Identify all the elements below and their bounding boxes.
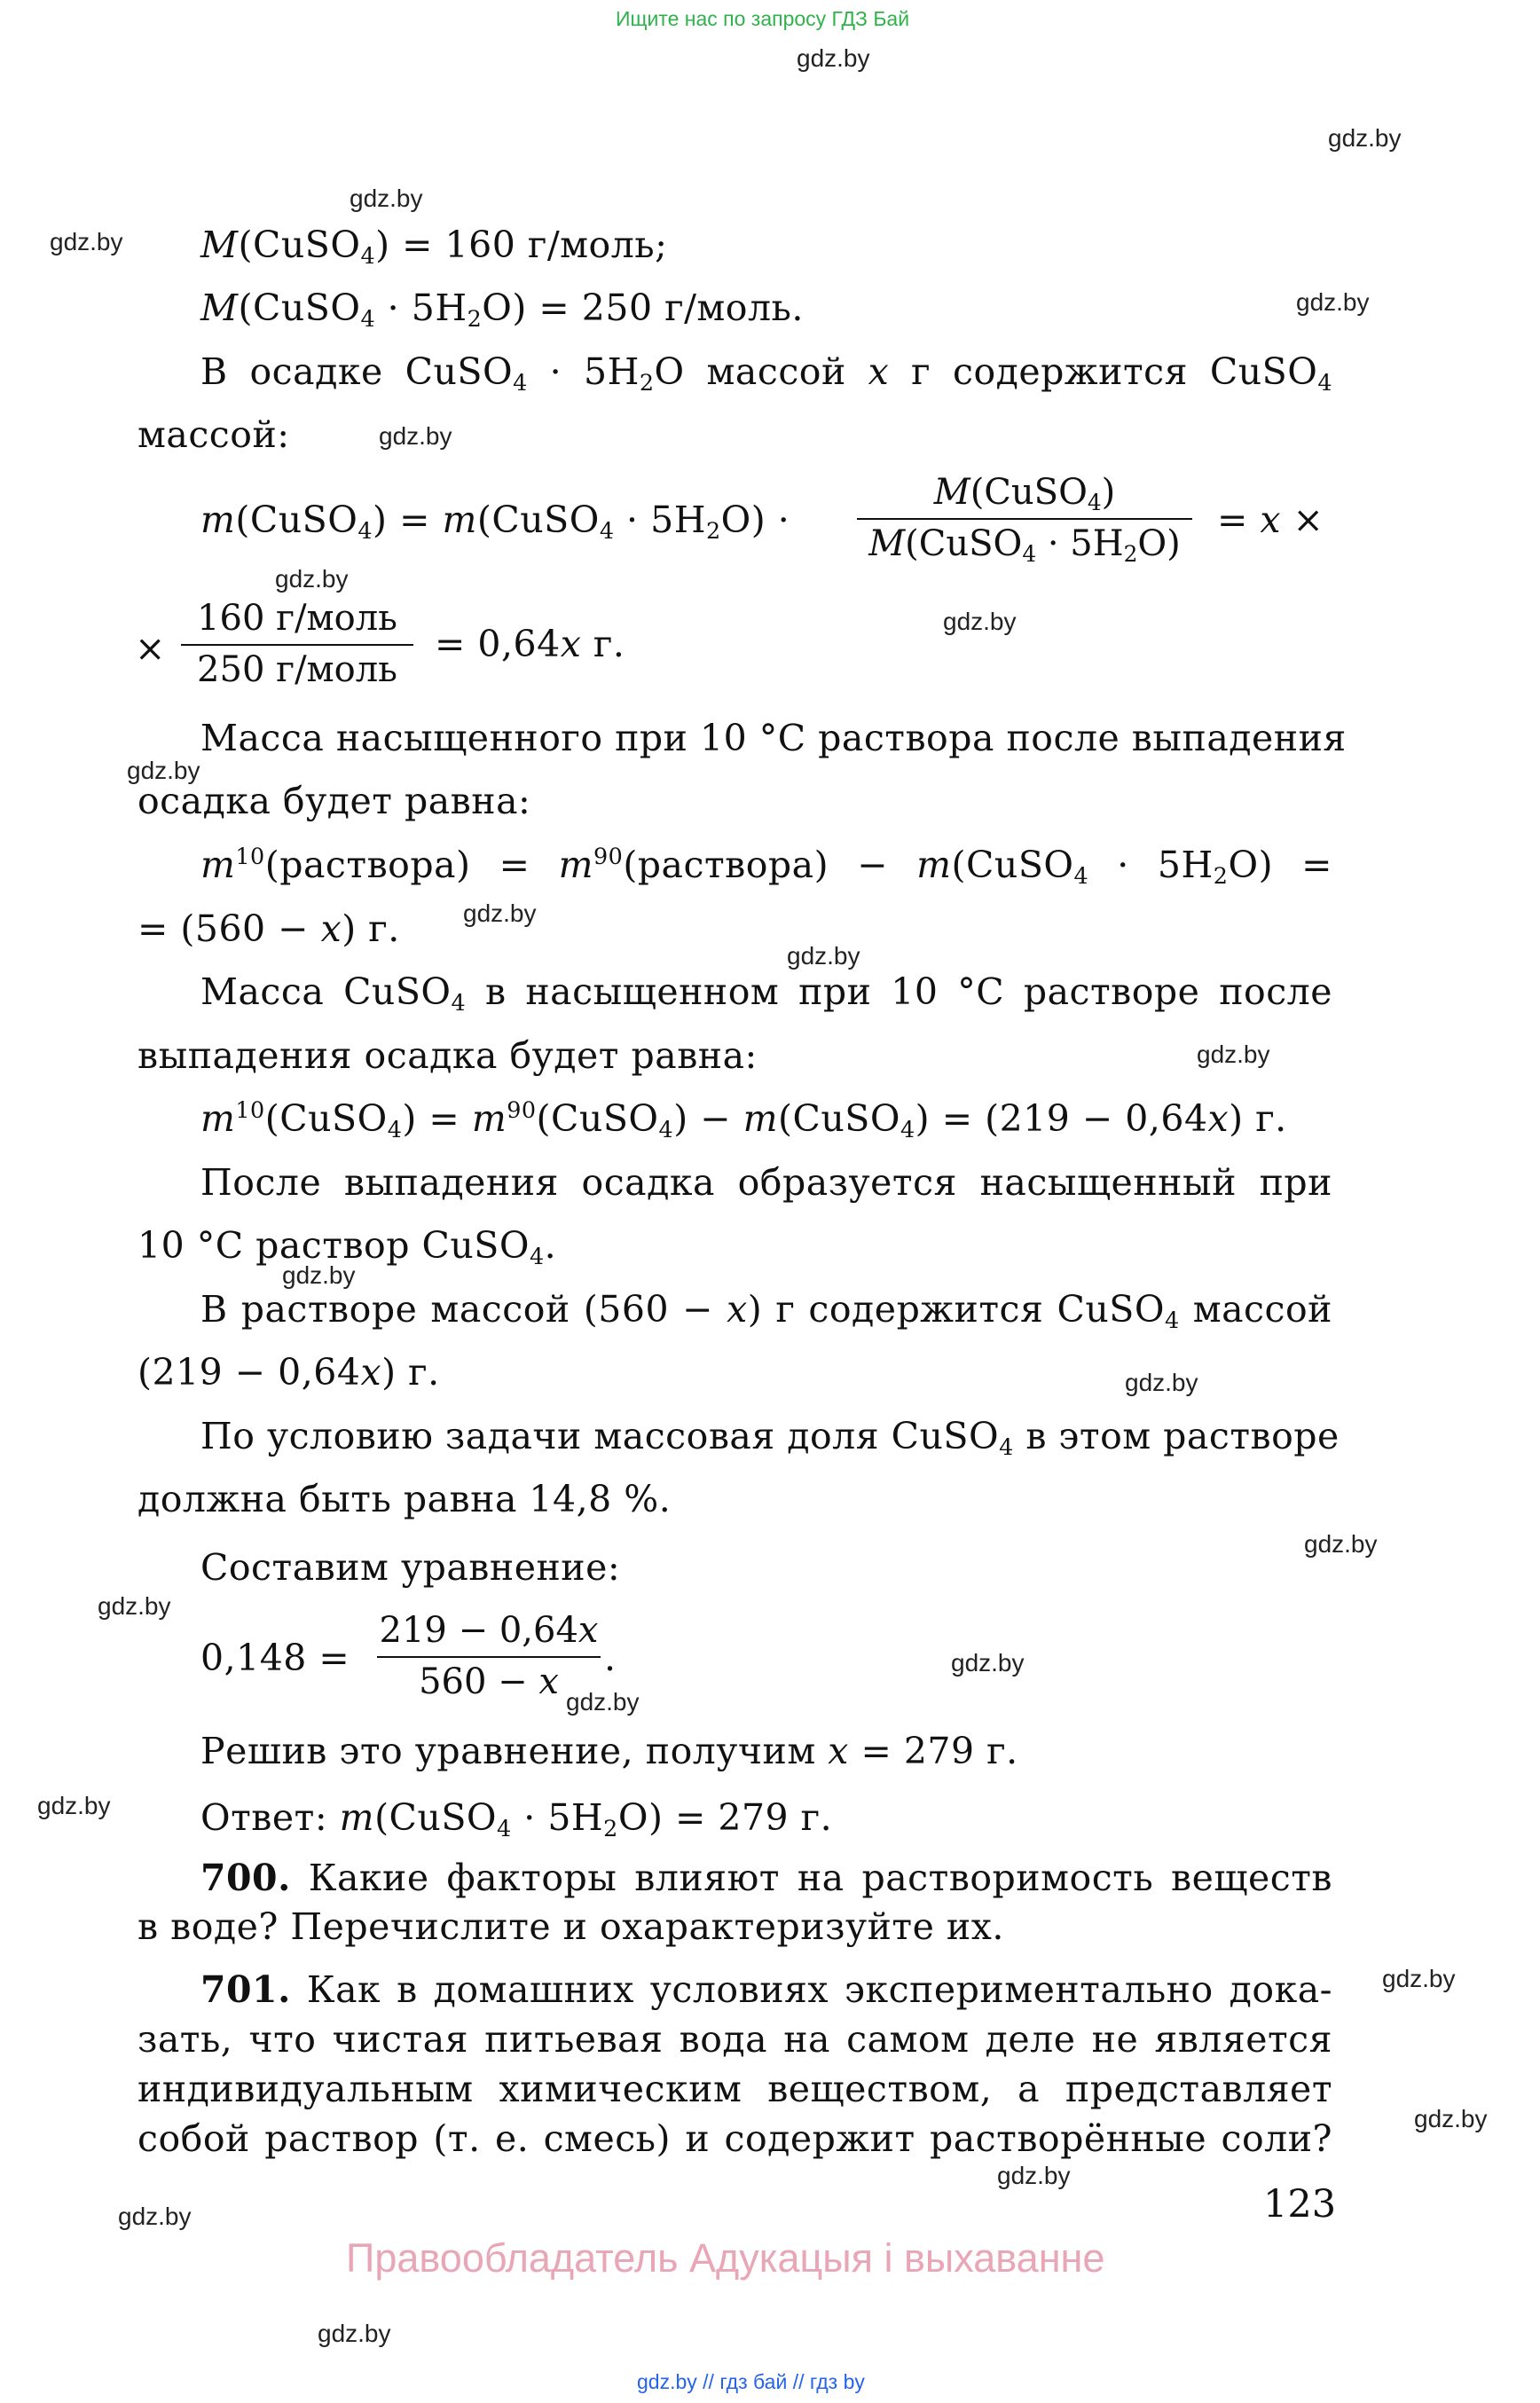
task-700-line-2: в воде? Перечислите и охарактеризуйте их. bbox=[138, 1905, 1004, 1948]
units-numerator: 160 г/моль bbox=[197, 598, 397, 639]
watermark: gdz.by bbox=[943, 608, 1017, 635]
watermark: gdz.by bbox=[1125, 1369, 1198, 1396]
m10-cuso4-line: $m^{10}(CuSO_4)$ = $m^{90}(CuSO_4)$ − m(CuSO$_4$) = (219 − 0,64x) г. bbox=[200, 1095, 1287, 1143]
fraction-result: = 0,64x г. bbox=[435, 623, 625, 665]
search-banner: Ищите нас по запросу ГДЗ Бай bbox=[616, 7, 910, 30]
watermark: gdz.by bbox=[118, 2203, 192, 2230]
task-701-line-3: индивидуальным химическим веществом, а представляет bbox=[138, 2068, 1332, 2110]
units-fraction bbox=[181, 598, 413, 690]
task-701-text-1: Как в домашних условиях экспериментально дока- bbox=[306, 1968, 1332, 2011]
after-precipitate-line-1: После выпадения осадка образуется насыщенный при bbox=[200, 1161, 1332, 1204]
footer-links[interactable]: gdz.by // гдз бай // гдз by bbox=[637, 2370, 865, 2393]
equation-denominator: 560 − x bbox=[419, 1661, 559, 1702]
watermark: gdz.by bbox=[1304, 1530, 1378, 1558]
precipitate-line-1: В осадке CuSO$_4$ · $5H_2O$ массой x г содержится CuSO$_4$ bbox=[200, 350, 1332, 397]
equation-lhs: 0,148 = bbox=[200, 1637, 350, 1679]
watermark: gdz.by bbox=[379, 422, 452, 450]
cuso4-mass-line-1: Масса CuSO$_4$ в насыщенном при 10 °С растворе после bbox=[200, 970, 1332, 1017]
molar-mass-cuso4: M(CuSO$_4$) = 160 г/моль; bbox=[200, 224, 668, 270]
formula-numerator: M(CuSO$_4$) bbox=[933, 472, 1116, 515]
after-precipitate-line-2: 10 °С раствор CuSO$_4$. bbox=[138, 1224, 557, 1270]
rights-holder: Правообладатель Адукацыя і выхаванне bbox=[346, 2235, 1105, 2281]
fraction-bar bbox=[181, 644, 413, 646]
answer-line: Ответ: m(CuSO$_4$ · $5H_2O) = 279$ г. bbox=[200, 1796, 833, 1842]
watermark: gdz.by bbox=[463, 899, 537, 927]
times-sign: × bbox=[135, 627, 166, 670]
watermark: gdz.by bbox=[787, 942, 860, 970]
watermark: gdz.by bbox=[275, 565, 349, 593]
task-701-line-1 bbox=[200, 1968, 1332, 2011]
equation-fraction bbox=[377, 1610, 601, 1702]
formula-lhs: m(CuSO$_4$) = m(CuSO$_4$ · $5H_2O$) · bbox=[200, 499, 790, 545]
solve-line: Решив это уравнение, получим x = 279 г. bbox=[200, 1730, 1018, 1772]
watermark: gdz.by bbox=[318, 2320, 391, 2347]
task-700-number: 700. bbox=[200, 1857, 291, 1899]
watermark: gdz.by bbox=[566, 1688, 640, 1716]
watermark: gdz.by bbox=[797, 44, 870, 72]
solution-mass-line-1: Масса насыщенного при 10 °С раствора после выпадения bbox=[200, 717, 1347, 759]
watermark: gdz.by bbox=[282, 1261, 356, 1289]
formula-denominator: M(CuSO$_4$ · $5H_2O$) bbox=[868, 523, 1181, 567]
precipitate-line-2: массой: bbox=[138, 413, 290, 456]
watermark: gdz.by bbox=[1382, 1965, 1456, 1992]
fraction-bar bbox=[857, 518, 1192, 520]
task-700-text-1: Какие факторы влияют на растворимость веществ bbox=[308, 1857, 1332, 1899]
task-701-number: 701. bbox=[200, 1968, 291, 2011]
solution-mass-line-2: осадка будет равна: bbox=[138, 780, 531, 822]
watermark: gdz.by bbox=[1328, 124, 1402, 152]
watermark: gdz.by bbox=[127, 757, 200, 784]
task-701-line-4: собой раствор (т. е. смесь) и содержит растворённые соли? bbox=[138, 2117, 1332, 2160]
watermark: gdz.by bbox=[951, 1649, 1025, 1677]
in-solution-line-1: В растворе массой (560 − x) г содержится CuSO$_4$ массой bbox=[200, 1288, 1332, 1334]
watermark: gdz.by bbox=[997, 2162, 1071, 2189]
watermark: gdz.by bbox=[1414, 2105, 1488, 2132]
in-solution-line-2: (219 − 0,64x) г. bbox=[138, 1351, 440, 1394]
m10-solution-line-2: = (560 − x) г. bbox=[138, 907, 400, 950]
formula-rhs: = x × bbox=[1217, 499, 1324, 541]
watermark: gdz.by bbox=[37, 1792, 111, 1819]
molar-mass-hydrate: M(CuSO$_4$ · $5H_2O) = 250$ г/моль. bbox=[200, 287, 804, 333]
task-700-line-1 bbox=[200, 1857, 1332, 1899]
task-701-line-2: зать, что чистая питьевая вода на самом деле не является bbox=[138, 2018, 1332, 2061]
condition-line-1: По условию задачи массовая доля CuSO$_4$ в этом растворе bbox=[200, 1415, 1340, 1461]
page-number: 123 bbox=[1263, 2182, 1337, 2226]
watermark: gdz.by bbox=[1197, 1041, 1270, 1068]
formula-fraction bbox=[857, 472, 1192, 567]
equation-intro: Составим уравнение: bbox=[200, 1546, 621, 1589]
m10-solution-line-1: $m^{10}(раствора)$ = $m^{90}(раствора)$ − m(CuSO$_4$ · $5H_2O$) = bbox=[200, 842, 1333, 890]
condition-line-2: должна быть равна 14,8 %. bbox=[138, 1478, 672, 1520]
watermark: gdz.by bbox=[1296, 288, 1370, 316]
cuso4-mass-line-2: выпадения осадка будет равна: bbox=[138, 1034, 758, 1077]
watermark: gdz.by bbox=[98, 1592, 171, 1620]
fraction-bar bbox=[377, 1656, 601, 1658]
watermark: gdz.by bbox=[350, 185, 423, 212]
units-denominator: 250 г/моль bbox=[197, 649, 397, 690]
watermark: gdz.by bbox=[50, 228, 123, 255]
equation-dot: . bbox=[604, 1637, 617, 1679]
equation-numerator: 219 − 0,64x bbox=[379, 1610, 599, 1651]
